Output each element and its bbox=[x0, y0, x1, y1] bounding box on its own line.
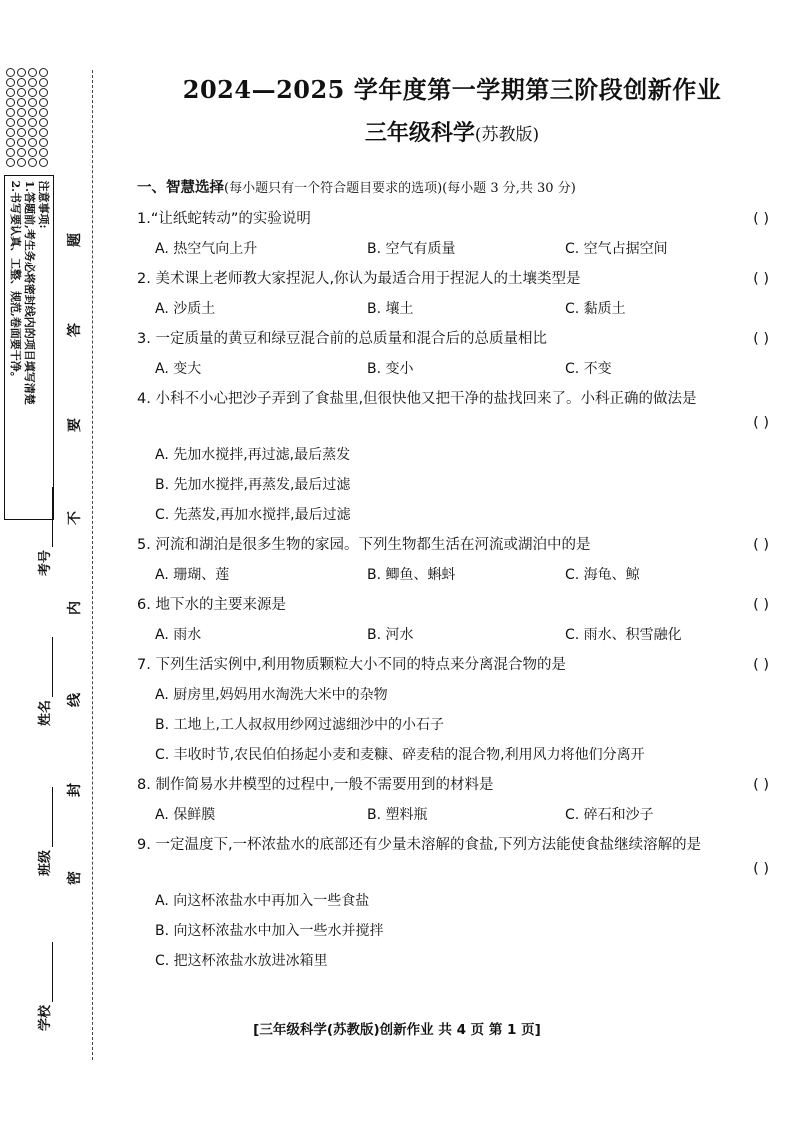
question-stem: 9. 一定温度下,一杯浓盐水的底部还有少量未溶解的食盐,下列方法能使食盐继续溶解的是 bbox=[137, 837, 702, 853]
seal-char-7: 封 bbox=[67, 783, 83, 797]
answer-bracket[interactable]: ( ) bbox=[753, 861, 769, 877]
question-4-bracket-line bbox=[137, 415, 777, 435]
option-a: A. 沙质土 bbox=[155, 301, 216, 317]
question-2-options bbox=[137, 299, 777, 319]
option-b: B. 河水 bbox=[367, 627, 414, 643]
school-line[interactable] bbox=[39, 942, 53, 1002]
question-8-options bbox=[137, 805, 777, 825]
seal-char-6: 线 bbox=[67, 693, 83, 707]
page-subtitle bbox=[127, 114, 777, 155]
question-2 bbox=[137, 269, 777, 289]
question-3 bbox=[137, 329, 777, 349]
answer-bracket[interactable]: ( ) bbox=[753, 597, 769, 613]
notice-box bbox=[4, 175, 54, 520]
question-3-options bbox=[137, 359, 777, 379]
option-b: B. 先加水搅拌,再蒸发,最后过滤 bbox=[155, 477, 351, 493]
exam-number-label: 考号 bbox=[38, 549, 53, 576]
question-stem: 1.“让纸蛇转动”的实验说明 bbox=[137, 211, 311, 227]
option-a: A. 向这杯浓盐水中再加入一些食盐 bbox=[155, 893, 370, 909]
option-c: C. 黏质土 bbox=[565, 301, 626, 317]
question-stem: 5. 河流和湖泊是很多生物的家园。下列生物都生活在河流或湖泊中的是 bbox=[137, 537, 591, 553]
option-c: C. 碎石和沙子 bbox=[565, 807, 654, 823]
school-label: 学校 bbox=[38, 1004, 53, 1031]
seal-char-5: 内 bbox=[67, 601, 83, 615]
subtitle-edition: (苏教版) bbox=[474, 125, 540, 145]
option-c: C. 雨水、积雪融化 bbox=[565, 627, 682, 643]
class-field[interactable] bbox=[34, 806, 56, 876]
question-4 bbox=[137, 389, 777, 409]
section-title: 一、智慧选择 bbox=[137, 180, 224, 196]
answer-bracket[interactable]: ( ) bbox=[753, 331, 769, 347]
question-stem: 2. 美术课上老师教大家捏泥人,你认为最适合用于捏泥人的土壤类型是 bbox=[137, 271, 581, 287]
answer-bracket[interactable]: ( ) bbox=[753, 537, 769, 553]
question-7 bbox=[137, 655, 777, 675]
answer-bracket[interactable]: ( ) bbox=[753, 657, 769, 673]
question-1-options bbox=[137, 239, 777, 259]
name-field[interactable] bbox=[34, 656, 56, 726]
name-line[interactable] bbox=[39, 637, 53, 697]
option-b: B. 工地上,工人叔叔用纱网过滤细沙中的小石子 bbox=[155, 717, 444, 733]
answer-bracket[interactable]: ( ) bbox=[753, 271, 769, 287]
seal-char-4: 不 bbox=[67, 511, 83, 525]
seal-char-8: 密 bbox=[67, 871, 83, 885]
question-stem: 8. 制作简易水井模型的过程中,一般不需要用到的材料是 bbox=[137, 777, 494, 793]
option-a: A. 珊瑚、莲 bbox=[155, 567, 230, 583]
question-stem: 6. 地下水的主要来源是 bbox=[137, 597, 286, 613]
exam-number-line[interactable] bbox=[39, 487, 53, 547]
option-c: C. 把这杯浓盐水放进冰箱里 bbox=[155, 953, 328, 969]
section-note: (每小题只有一个符合题目要求的选项)(每小题 3 分,共 30 分) bbox=[224, 181, 576, 196]
page-title: 2024—2025 学年度第一学期第三阶段创新作业 bbox=[182, 75, 722, 104]
binding-holes-left bbox=[6, 68, 16, 168]
name-label: 姓名 bbox=[38, 699, 53, 726]
option-a: A. 先加水搅拌,再过滤,最后蒸发 bbox=[155, 447, 351, 463]
class-label: 班级 bbox=[38, 849, 53, 876]
question-6-options bbox=[137, 625, 777, 645]
section-heading bbox=[137, 178, 777, 199]
question-9 bbox=[137, 835, 777, 855]
notice-line-1: 1.答题前,考生务必将密封线内的项目填写清楚 bbox=[23, 180, 36, 405]
subtitle-text: 三年级科学 bbox=[364, 121, 475, 146]
class-line[interactable] bbox=[39, 787, 53, 847]
seal-char-1: 题 bbox=[67, 233, 83, 247]
option-c: C. 先蒸发,再加水搅拌,最后过滤 bbox=[155, 507, 351, 523]
question-stem: 3. 一定质量的黄豆和绿豆混合前的总质量和混合后的总质量相比 bbox=[137, 331, 547, 347]
exam-content bbox=[137, 70, 777, 971]
question-stem: 4. 小科不小心把沙子弄到了食盐里,但很快他又把干净的盐找回来了。小科正确的做法是 bbox=[137, 391, 697, 407]
answer-bracket[interactable]: ( ) bbox=[753, 211, 769, 227]
option-b: B. 鲫鱼、蝌蚪 bbox=[367, 567, 456, 583]
option-b: B. 向这杯浓盐水中加入一些水并搅拌 bbox=[155, 923, 384, 939]
question-9-bracket-line bbox=[137, 861, 777, 881]
option-a: A. 热空气向上升 bbox=[155, 241, 258, 257]
option-c: C. 丰收时节,农民伯伯扬起小麦和麦糠、碎麦秸的混合物,利用风力将他们分离开 bbox=[155, 747, 645, 763]
notice-text bbox=[8, 180, 50, 515]
option-c: C. 空气占据空间 bbox=[565, 241, 668, 257]
question-5-options bbox=[137, 565, 777, 585]
answer-bracket[interactable]: ( ) bbox=[753, 415, 769, 431]
option-a: A. 变大 bbox=[155, 361, 202, 377]
option-b: B. 壤土 bbox=[367, 301, 414, 317]
binding-holes-right bbox=[39, 68, 49, 168]
notice-title: 注意事项: bbox=[37, 180, 50, 229]
page-footer: [三年级科学(苏教版)创新作业 共 4 页 第 1 页] bbox=[253, 1022, 541, 1038]
question-5 bbox=[137, 535, 777, 555]
option-c: C. 不变 bbox=[565, 361, 612, 377]
notice-line-2: 2.书写要认真、工整、规范,卷面要干净。 bbox=[9, 180, 22, 383]
question-stem: 7. 下列生活实例中,利用物质颗粒大小不同的特点来分离混合物的是 bbox=[137, 657, 567, 673]
question-1 bbox=[137, 209, 777, 229]
question-8 bbox=[137, 775, 777, 795]
question-6 bbox=[137, 595, 777, 615]
exam-number-field[interactable] bbox=[34, 506, 56, 576]
option-b: B. 空气有质量 bbox=[367, 241, 456, 257]
binding-holes-mid-right bbox=[28, 68, 38, 168]
option-a: A. 雨水 bbox=[155, 627, 202, 643]
option-b: B. 变小 bbox=[367, 361, 414, 377]
seal-line bbox=[92, 70, 93, 1060]
option-c: C. 海龟、鲸 bbox=[565, 567, 640, 583]
seal-char-3: 要 bbox=[67, 418, 83, 432]
binding-holes-mid-left bbox=[17, 68, 27, 168]
answer-bracket[interactable]: ( ) bbox=[753, 777, 769, 793]
seal-char-2: 答 bbox=[67, 323, 83, 337]
option-b: B. 塑料瓶 bbox=[367, 807, 428, 823]
option-a: A. 厨房里,妈妈用水淘洗大米中的杂物 bbox=[155, 687, 388, 703]
option-a: A. 保鲜膜 bbox=[155, 807, 216, 823]
